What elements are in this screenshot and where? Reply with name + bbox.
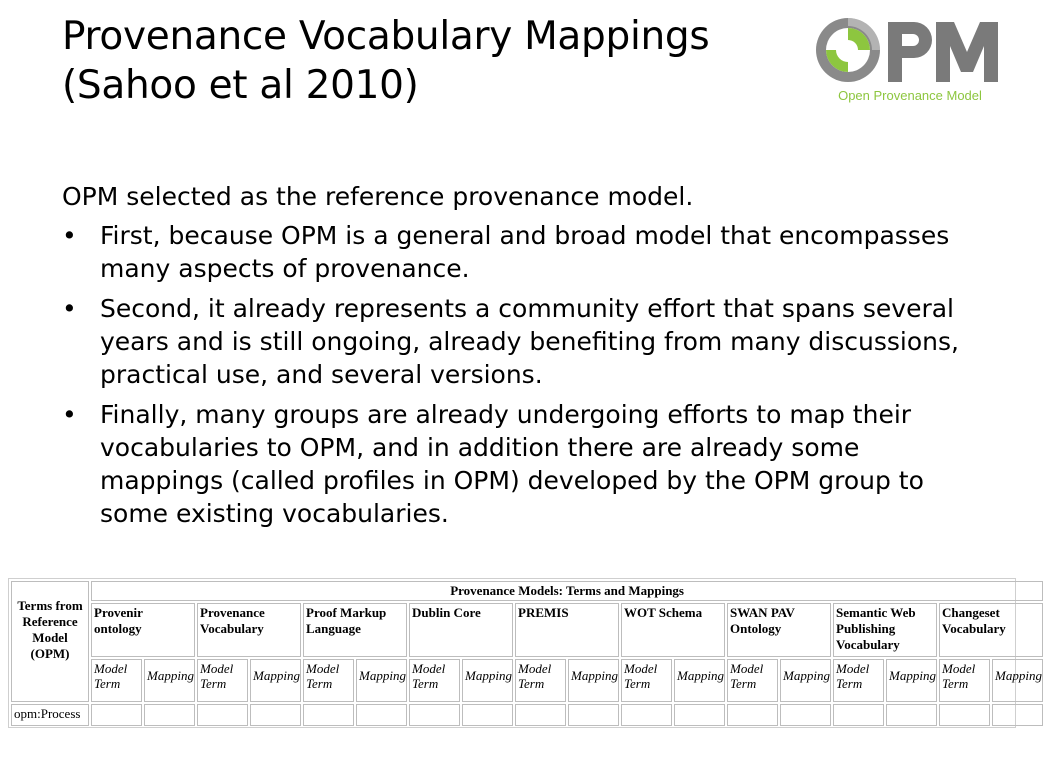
model-term-header: Model Term (621, 659, 672, 702)
empty-cell (939, 704, 990, 726)
mapping-header: Mapping (568, 659, 619, 702)
empty-cell (197, 704, 248, 726)
bullet-icon: • (62, 400, 77, 429)
empty-cell (674, 704, 725, 726)
empty-cell (250, 704, 301, 726)
sub-header-row (11, 659, 1043, 702)
table-caption: Provenance Models: Terms and Mappings (91, 581, 1043, 601)
mapping-header: Mapping (886, 659, 937, 702)
model-header: Provenir ontology (91, 603, 195, 657)
mapping-header: Mapping (780, 659, 831, 702)
bullet-icon: • (62, 294, 77, 323)
model-header-row (11, 603, 1043, 657)
terms-header: Terms from Reference Model (OPM) (11, 581, 89, 702)
model-term-header: Model Term (727, 659, 778, 702)
bullet-text: Second, it already represents a community effort that spans several years and is still ongoing, already benefiting from many discussions, practical use, and several versions. (100, 294, 959, 389)
model-term-header: Model Term (197, 659, 248, 702)
empty-cell (144, 704, 195, 726)
model-term-header: Model Term (939, 659, 990, 702)
bullet-list (62, 219, 982, 530)
table-row (11, 704, 1043, 726)
mapping-header: Mapping (356, 659, 407, 702)
slide-body (62, 180, 982, 537)
term-cell: opm:Process (11, 704, 89, 726)
model-header: Semantic Web Publishing Vocabulary (833, 603, 937, 657)
empty-cell (303, 704, 354, 726)
empty-cell (833, 704, 884, 726)
model-term-header: Model Term (515, 659, 566, 702)
empty-cell (568, 704, 619, 726)
opm-logo-graphic (812, 14, 1008, 90)
slide-title-line-1: Provenance Vocabulary Mappings (62, 14, 710, 59)
empty-cell (621, 704, 672, 726)
empty-cell (462, 704, 513, 726)
empty-cell (91, 704, 142, 726)
intro-text: OPM selected as the reference provenance model. (62, 182, 694, 211)
model-header: SWAN PAV Ontology (727, 603, 831, 657)
mapping-header: Mapping (992, 659, 1043, 702)
opm-logo (812, 14, 1008, 106)
empty-cell (409, 704, 460, 726)
mappings-table-container (8, 578, 1042, 728)
bullet-icon: • (62, 221, 77, 250)
model-term-header: Model Term (303, 659, 354, 702)
mapping-header: Mapping (462, 659, 513, 702)
mapping-header: Mapping (250, 659, 301, 702)
empty-cell (727, 704, 778, 726)
model-header: PREMIS (515, 603, 619, 657)
empty-cell (515, 704, 566, 726)
bullet-text: First, because OPM is a general and broad model that encompasses many aspects of provenance. (100, 221, 950, 283)
model-header: Provenance Vocabulary (197, 603, 301, 657)
bullet-item (62, 292, 982, 391)
mapping-header: Mapping (674, 659, 725, 702)
model-term-header: Model Term (409, 659, 460, 702)
bullet-text: Finally, many groups are already undergoing efforts to map their vocabularies to OPM, and in addition there are already some mappings (called profiles in OPM) developed by the OPM group to some existing vocabularies. (100, 400, 924, 528)
empty-cell (780, 704, 831, 726)
bullet-item (62, 398, 982, 530)
slide-title-line-2: (Sahoo et al 2010) (62, 63, 419, 108)
model-header: Dublin Core (409, 603, 513, 657)
model-term-header: Model Term (91, 659, 142, 702)
mappings-table (9, 579, 1045, 728)
model-term-header: Model Term (833, 659, 884, 702)
bullet-item (62, 219, 982, 285)
empty-cell (356, 704, 407, 726)
mapping-header: Mapping (144, 659, 195, 702)
logo-caption: Open Provenance Model (838, 88, 982, 103)
model-header: WOT Schema (621, 603, 725, 657)
empty-cell (992, 704, 1043, 726)
model-header: Proof Markup Language (303, 603, 407, 657)
empty-cell (886, 704, 937, 726)
slide-title (62, 12, 782, 110)
model-header: Changeset Vocabulary (939, 603, 1043, 657)
